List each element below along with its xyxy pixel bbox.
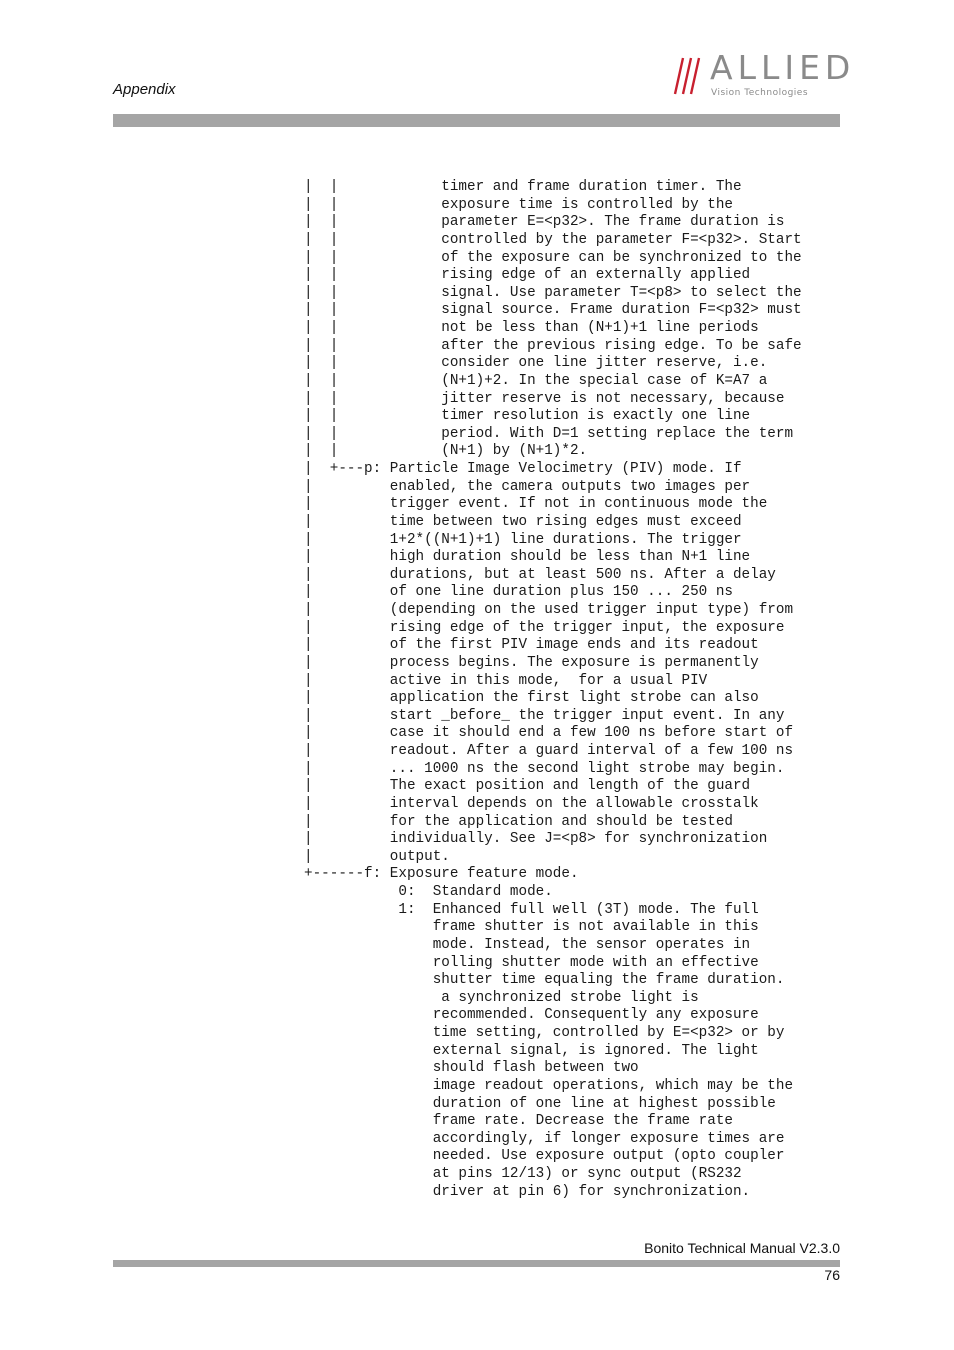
company-logo [666, 48, 856, 102]
section-title: Appendix [113, 81, 176, 98]
logo-slashes-icon [666, 52, 710, 100]
page-number: 76 [824, 1267, 840, 1283]
logo-wordmark: ALLIED [710, 48, 856, 87]
code-listing: | | timer and frame duration timer. The | | exposure time is controlled by the | | parameter E=<p32>. The frame duration is | | controlled by the parameter F=<p32>. Start | | of the exposure can be synchronized to the | | rising edge of an externally applied | | signal. Use parameter T=<p8> to select the | | signal source. Frame duration F=<p32> must | | not be less than (N+1)+1 line periods | | after the previous rising edge. To be safe | | consider one line jitter reserve, i.e. | | (N+1)+2. In the special case of K=A7 a | | jitter reserve is not necessary, because | | timer resolution is exactly one line | | period. With D=1 setting replace the term | | (N+1) by (N+1)*2. | +---p: Particle Image Velocimetry (PIV) mode. If | enabled, the camera outputs two images per | trigger event. If not in continuous mode the | time between two rising edges must exceed | 1+2*((N+1)+1) line durations. The trigger | high duration should be less than N+1 line | durations, but at least 500 ns. After a delay | of one line duration plus 150 ... 250 ns | (depending on the used trigger input type) from | rising edge of the trigger input, the exposure | of the first PIV image ends and its readout | process begins. The exposure is permanently | active in this mode, for a usual PIV | application the first light strobe can also | start _before_ the trigger input event. In any | case it should end a few 100 ns before start of | readout. After a guard interval of a few 100 ns | ... 1000 ns the second light strobe may begin. | The exact position and length of the guard | interval depends on the allowable crosstalk | for the application and should be tested | individually. See J=<p8> for synchronization | output. +------f: Exposure feature mode. 0: Standard mode. 1: Enhanced full well (3T) mode. The full frame shutter is not available in this mode. Instead, the sensor operates in rolling shutter mode with an effective shutter time equaling the frame duration. a synchronized strobe light is recommended. Consequently any exposure time setting, controlled by E=<p32> or by external signal, is ignored. The light should flash between two image readout operations, which may be the duration of one line at highest possible frame rate. Decrease the frame rate accordingly, if longer exposure times are needed. Use exposure output (opto coupler at pins 12/13) or sync output (RS232 driver at pin 6) for synchronization. [304, 179, 802, 1200]
header-divider [113, 114, 840, 127]
footer-divider [113, 1260, 840, 1267]
logo-tagline: Vision Technologies [711, 88, 809, 98]
manual-title: Bonito Technical Manual V2.3.0 [644, 1240, 840, 1256]
